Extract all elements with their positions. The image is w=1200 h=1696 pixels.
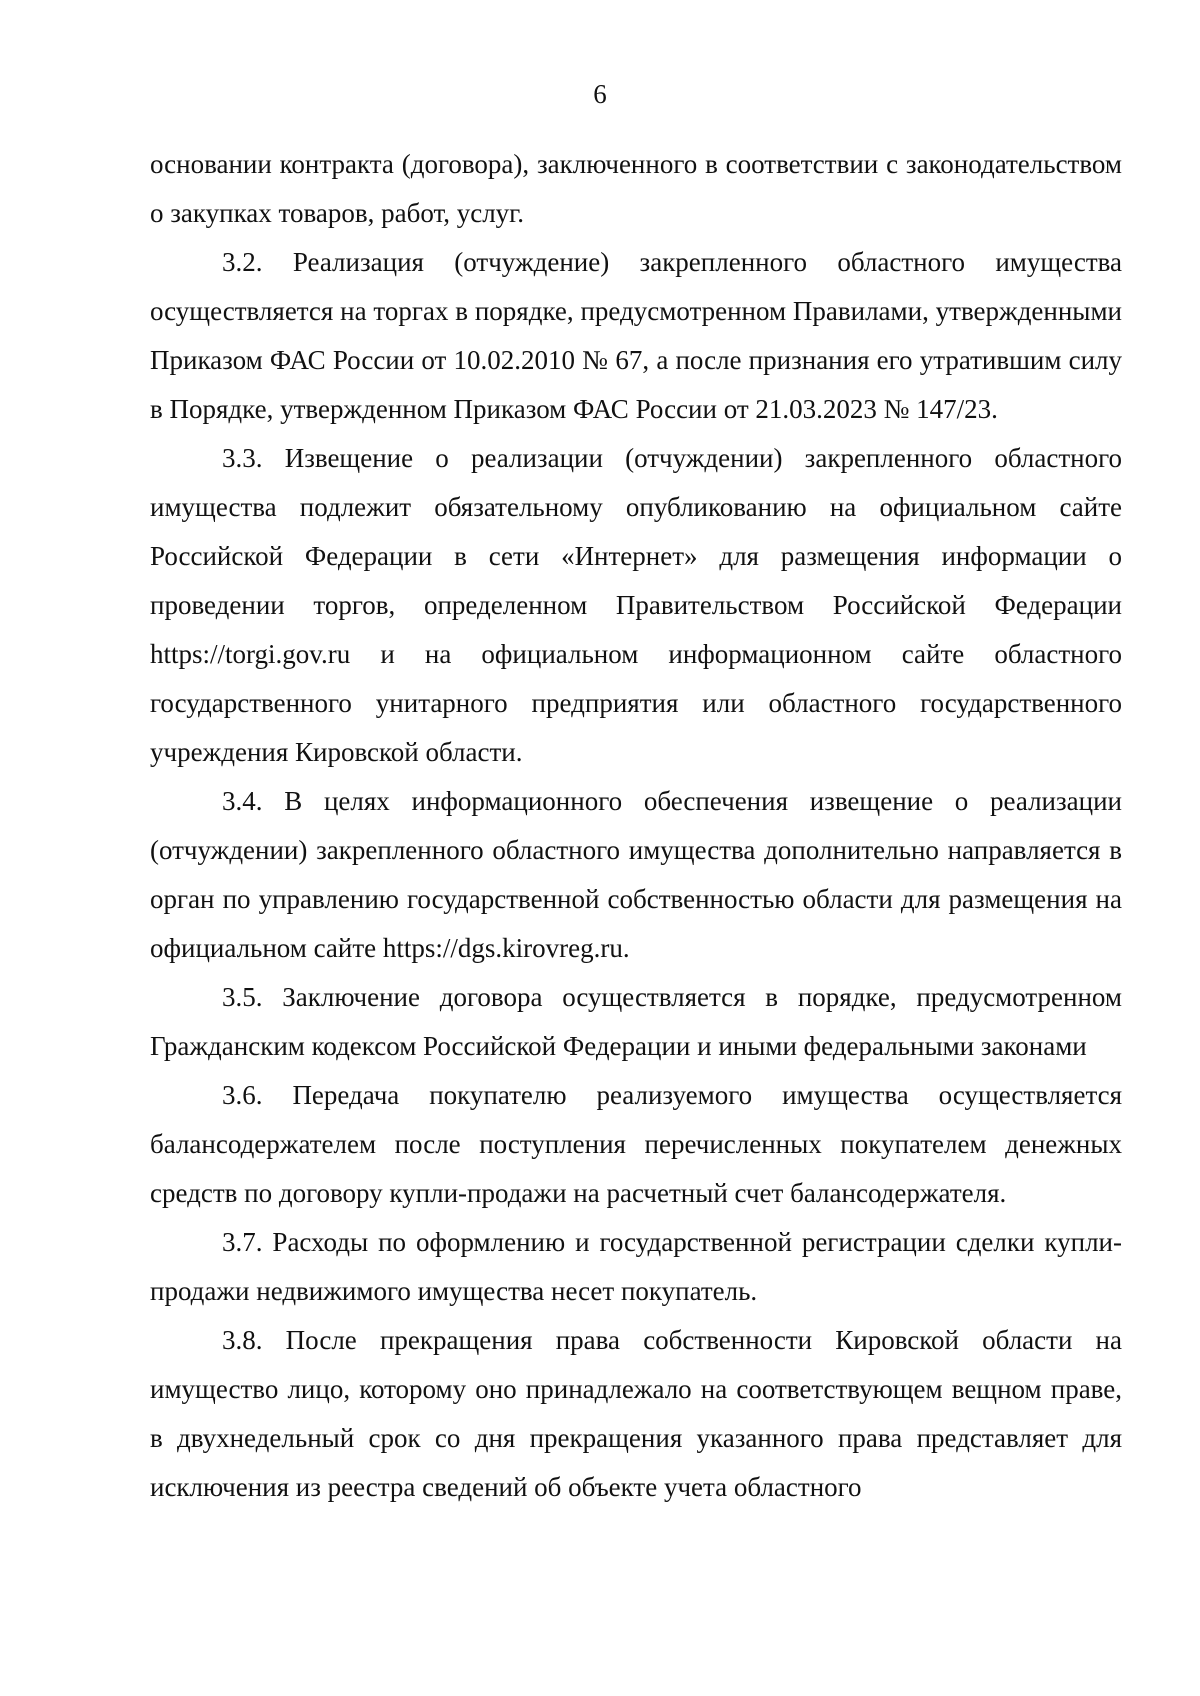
page-number: 6 [593,79,607,109]
paragraph-3-7: 3.7. Расходы по оформлению и государственной регистрации сделки купли-продажи недвижимого имущества несет покупатель. [150,1227,1122,1306]
paragraph-3-5: 3.5. Заключение договора осуществляется в порядке, предусмотренном Гражданским кодексом Российской Федерации и иными федеральными законами [150,982,1122,1061]
paragraph-3-4: 3.4. В целях информационного обеспечения извещение о реализации (отчуждении) закрепленного областного имущества дополнительно направляется в орган по управлению государственной собственностью области для размещения на официальном сайте https://dgs.kirovreg.ru. [150,786,1122,963]
paragraph-continuation: основании контракта (договора), заключенного в соответствии с законодательством о закупках товаров, работ, услуг. [150,149,1122,228]
paragraph-3-8: 3.8. После прекращения права собственности Кировской области на имущество лицо, которому оно принадлежало на соответствующем вещном праве, в двухнедельный срок со дня прекращения указанного права представляет для исключения из реестра сведений об объекте учета областного [150,1325,1122,1502]
document-body [150,140,1122,1512]
paragraph-3-2: 3.2. Реализация (отчуждение) закрепленного областного имущества осуществляется на торгах в порядке, предусмотренном Правилами, утвержденными Приказом ФАС России от 10.02.2010 № 67, а после признания его утратившим силу в Порядке, утвержденном Приказом ФАС России от 21.03.2023 № 147/23. [150,247,1122,424]
paragraph-3-3: 3.3. Извещение о реализации (отчуждении) закрепленного областного имущества подлежит обязательному опубликованию на официальном сайте Российской Федерации в сети «Интернет» для размещения информации о проведении торгов, определенном Правительством Российской Федерации https://torgi.gov.ru и на официальном информационном сайте областного государственного унитарного предприятия или областного государственного учреждения Кировской области. [150,443,1122,767]
paragraph-3-6: 3.6. Передача покупателю реализуемого имущества осуществляется балансодержателем после поступления перечисленных покупателем денежных средств по договору купли-продажи на расчетный счет балансодержателя. [150,1080,1122,1208]
